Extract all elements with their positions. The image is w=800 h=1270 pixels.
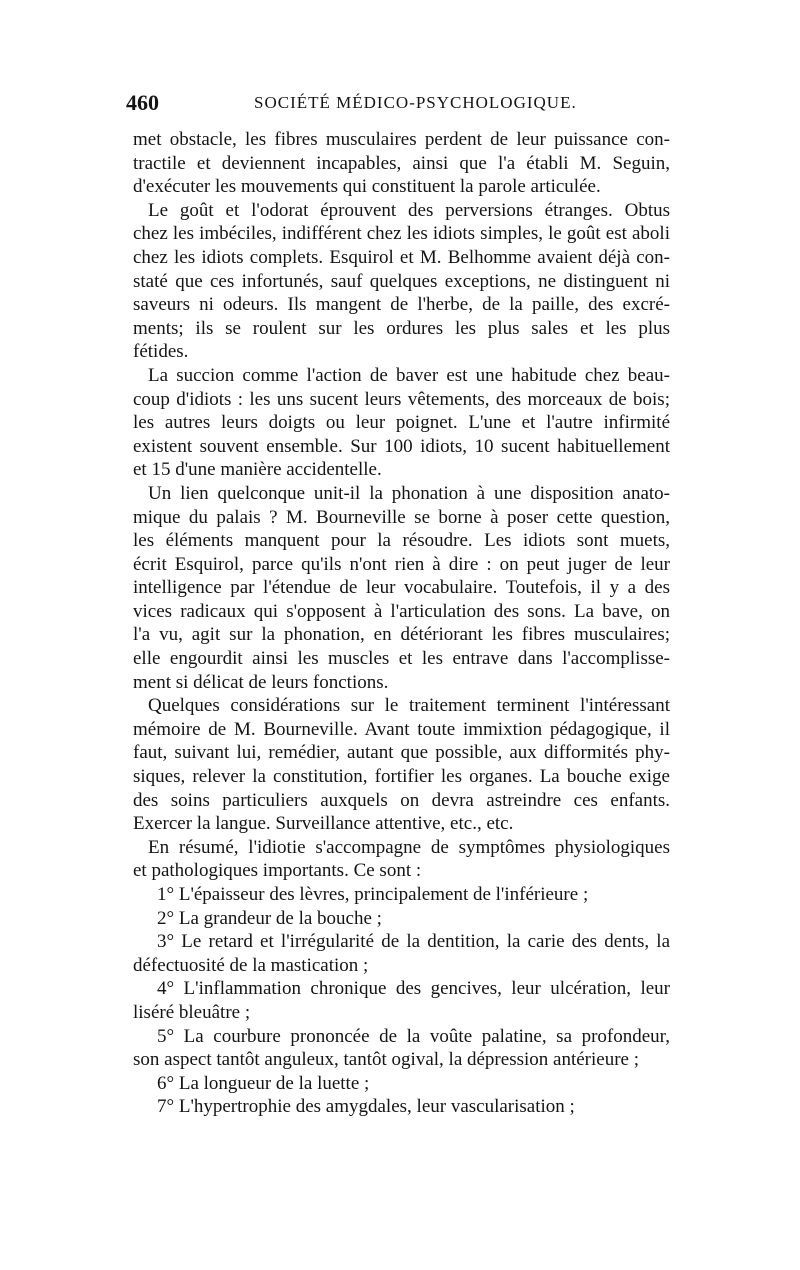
text-line: Le goût et l'odorat éprouvent des perversions étranges. Obtus xyxy=(148,199,670,221)
text-line: chez les imbéciles, indifférent chez les idiots simples, le goût est aboli xyxy=(133,223,670,245)
text-line: des soins particuliers auxquels on devra astreindre ces enfants. xyxy=(133,789,670,811)
text-line: l'a vu, agit sur la phonation, en détériorant les fibres musculaires; xyxy=(133,624,670,646)
list-item: 1° L'épaisseur des lèvres, principalement de l'inférieure ; xyxy=(157,884,589,905)
list-item: 5° La courbure prononcée de la voûte palatine, sa profondeur, xyxy=(157,1025,670,1047)
text-line: Exercer la langue. Surveillance attentive, etc., etc. xyxy=(133,813,514,835)
text-line: faut, suivant lui, remédier, autant que possible, aux difformités phy- xyxy=(133,742,670,764)
text-line: mique du palais ? M. Bourneville se borne à poser cette question, xyxy=(133,506,670,528)
text-line: Quelques considérations sur le traitement terminent l'intéressant xyxy=(148,695,670,717)
text-line: les autres leurs doigts ou leur poignet. L'une et l'autre infirmité xyxy=(133,412,670,434)
list-item: 4° L'inflammation chronique des gencives, leur ulcération, leur xyxy=(157,978,670,1000)
list-item: 6° La longueur de la luette ; xyxy=(157,1072,370,1094)
text-line: En résumé, l'idiotie s'accompagne de symptômes physiologiques xyxy=(148,836,670,858)
text-line: Un lien quelconque unit-il la phonation à une disposition anato- xyxy=(148,482,670,504)
list-item: 2° La grandeur de la bouche ; xyxy=(157,907,382,929)
text-line: et pathologiques importants. Ce sont : xyxy=(133,860,422,882)
text-line: et 15 d'une manière accidentelle. xyxy=(133,459,382,481)
text-line: d'exécuter les mouvements qui constituent la parole articulée. xyxy=(133,176,601,198)
list-item: 3° Le retard et l'irrégularité de la dentition, la carie des dents, la xyxy=(157,931,670,953)
text-line: tractile et deviennent incapables, ainsi que l'a établi M. Seguin, xyxy=(133,152,670,174)
list-item-continuation: défectuosité de la mastication ; xyxy=(133,954,369,976)
text-line: chez les idiots complets. Esquirol et M. Belhomme avaient déjà con- xyxy=(133,246,670,268)
text-line: met obstacle, les fibres musculaires perdent de leur puissance con- xyxy=(133,129,670,150)
text-line: fétides. xyxy=(133,341,189,363)
text-line: existent souvent ensemble. Sur 100 idiots, 10 sucent habituellement xyxy=(133,435,670,457)
text-line: mémoire de M. Bourneville. Avant toute immixtion pédagogique, il xyxy=(133,718,670,740)
text-line: siques, relever la constitution, fortifier les organes. La bouche exige xyxy=(133,766,670,788)
text-line: vices radicaux qui s'opposent à l'articulation des sons. La bave, on xyxy=(133,600,670,622)
text-line: coup d'idiots : les uns sucent leurs vêtements, des morceaux de bois; xyxy=(133,388,670,410)
text-line: La succion comme l'action de baver est une habitude chez beau- xyxy=(148,364,670,386)
text-line: écrit Esquirol, parce qu'ils n'ont rien à dire : on peut juger de leur xyxy=(133,553,670,575)
text-line: intelligence par l'étendue de leur vocabulaire. Toutefois, il y a des xyxy=(133,577,670,599)
text-line: les éléments manquent pour la résoudre. Les idiots sont muets, xyxy=(133,530,670,552)
text-line: ments; ils se roulent sur les ordures les plus sales et les plus xyxy=(133,317,670,339)
body-text xyxy=(133,128,670,1119)
text-line: staté que ces infortunés, sauf quelques exceptions, ne distinguent ni xyxy=(133,270,670,292)
page-header xyxy=(126,88,672,118)
list-item: 7° L'hypertrophie des amygdales, leur vascularisation ; xyxy=(157,1096,575,1118)
page-number: 460 xyxy=(126,90,159,115)
text-line: saveurs ni odeurs. Ils mangent de l'herbe, de la paille, des excré- xyxy=(133,294,670,316)
running-title: SOCIÉTÉ MÉDICO-PSYCHOLOGIQUE. xyxy=(254,93,577,112)
list-item-continuation: liséré bleuâtre ; xyxy=(133,1001,251,1023)
list-item-continuation: son aspect tantôt anguleux, tantôt ogival, la dépression antérieure ; xyxy=(133,1049,639,1071)
text-line: ment si délicat de leurs fonctions. xyxy=(133,671,389,693)
text-line: elle engourdit ainsi les muscles et les entrave dans l'accomplisse- xyxy=(133,648,670,670)
